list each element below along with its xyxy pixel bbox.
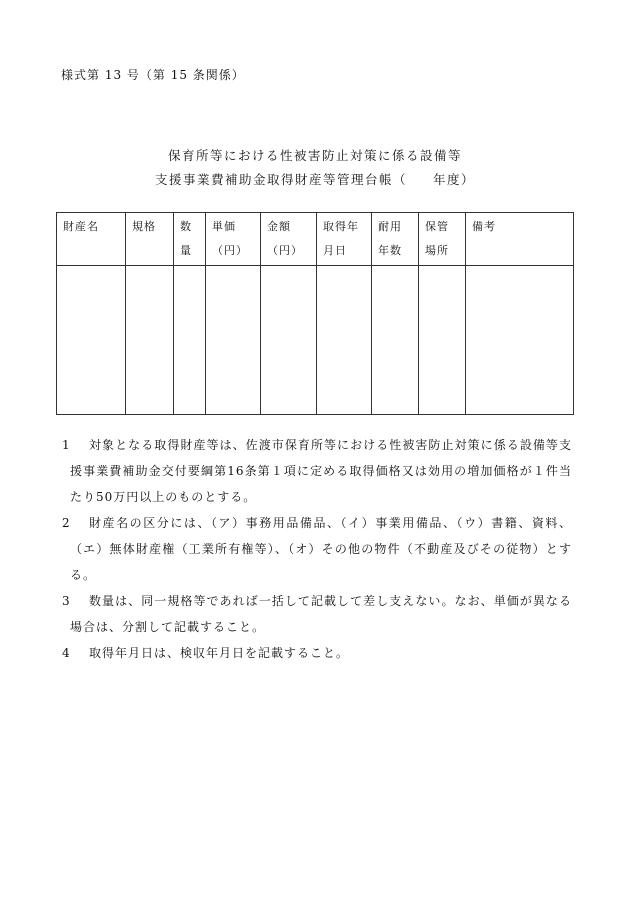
note-number: 2: [62, 516, 71, 530]
document-title-prefix: 支援事業費補助金取得財産等管理台帳（: [154, 172, 407, 187]
cell-property-name[interactable]: [57, 266, 126, 415]
document-title-line-2: [0, 170, 630, 188]
col-header-property-name: 財産名: [57, 213, 126, 266]
note-number: 1: [62, 438, 71, 452]
cell-quantity[interactable]: [174, 266, 206, 415]
property-ledger-table: [56, 212, 574, 415]
notes-section: [62, 432, 572, 666]
note-item: [62, 640, 572, 666]
note-number: 3: [62, 594, 71, 608]
note-text: 財産名の区分には、（ア）事務用品備品、（イ）事業用備品、（ウ）書籍、資料、（エ）無体財産権（工業所有権等）、（オ）その他の物件（不動産及びその従物）とする。: [70, 516, 572, 582]
note-item: [62, 432, 572, 510]
form-number: 様式第 13 号（第 15 条関係）: [61, 68, 245, 82]
col-header-specification: 規格: [126, 213, 174, 266]
col-header-storage-location: 保管 場所: [419, 213, 466, 266]
cell-useful-life[interactable]: [372, 266, 419, 415]
note-item: [62, 510, 572, 588]
note-text: 対象となる取得財産等は、佐渡市保育所等における性被害防止対策に係る設備等支援事業費補助金交付要綱第16条第１項に定める取得価格又は効用の増加価格が１件当たり50万円以上のものとする。: [70, 438, 572, 504]
note-item: [62, 588, 572, 640]
cell-remarks[interactable]: [466, 266, 574, 415]
cell-specification[interactable]: [126, 266, 174, 415]
col-header-unit-price: 単価 （円）: [206, 213, 261, 266]
col-header-acquisition-date: 取得年 月日: [317, 213, 372, 266]
col-header-amount: 金額 （円）: [261, 213, 317, 266]
note-text: 数量は、同一規格等であれば一括して記載して差し支えない。なお、単価が異なる場合は、分割して記載すること。: [70, 594, 572, 634]
table-row: [57, 266, 574, 415]
document-title-line-1: 保育所等における性被害防止対策に係る設備等: [167, 148, 462, 163]
col-header-useful-life: 耐用 年数: [372, 213, 419, 266]
note-text: 取得年月日は、検収年月日を記載すること。: [89, 646, 350, 660]
cell-acquisition-date[interactable]: [317, 266, 372, 415]
cell-storage-location[interactable]: [419, 266, 466, 415]
col-header-remarks: 備考: [466, 213, 574, 266]
document-title-suffix: 年度）: [433, 172, 476, 187]
cell-amount[interactable]: [261, 266, 317, 415]
note-number: 4: [62, 646, 71, 660]
col-header-quantity: 数 量: [174, 213, 206, 266]
table-header-row: [57, 213, 574, 266]
cell-unit-price[interactable]: [206, 266, 261, 415]
